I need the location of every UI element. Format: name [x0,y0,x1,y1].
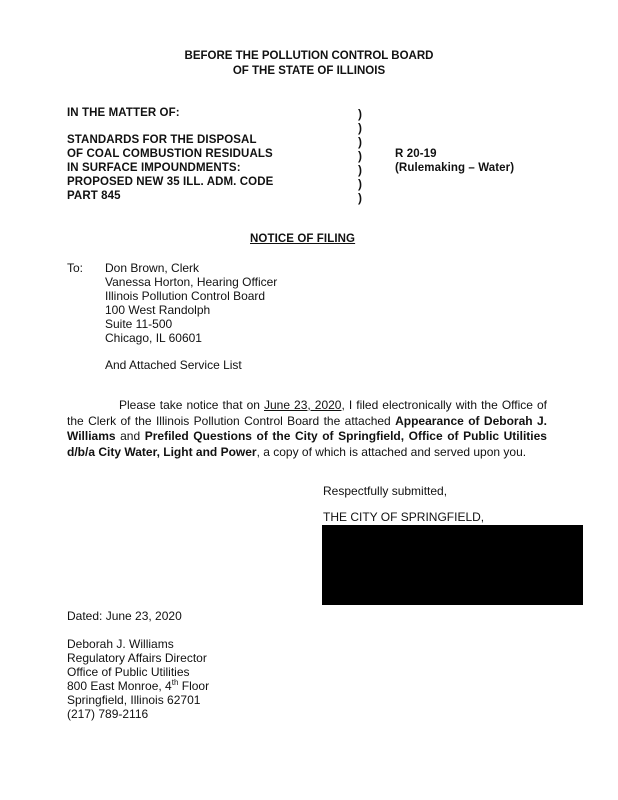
board-heading-line1: BEFORE THE POLLUTION CONTROL BOARD [184,50,434,62]
dated-line: Dated: June 23, 2020 [67,609,182,623]
signer-office: Office of Public Utilities [67,665,190,679]
body-text: , a copy of which is attached and served upon you. [256,444,527,459]
caption-line: OF COAL COMBUSTION RESIDUALS [67,148,273,160]
caption-line: STANDARDS FOR THE DISPOSAL [67,134,257,146]
to-line: Illinois Pollution Control Board [105,289,266,303]
to-label: To: [67,261,84,275]
signer-title: Regulatory Affairs Director [67,651,207,665]
to-line: Chicago, IL 60601 [105,331,202,345]
caption-paren: ) [358,149,362,163]
to-line: Vanessa Horton, Hearing Officer [105,275,278,289]
caption-matter: IN THE MATTER OF: [67,107,180,119]
to-line: Don Brown, Clerk [105,261,200,275]
signer-city: Springfield, Illinois 62701 [67,693,201,707]
body-text: Please take notice that on [119,398,264,412]
caption-paren: ) [358,121,362,135]
notice-body [67,398,547,460]
redacted-signature [322,525,583,605]
document-title-appearance: Appearance of Deborah J. Williams [67,413,547,443]
to-line: Suite 11-500 [105,317,173,331]
to-line: 100 West Randolph [105,303,211,317]
body-text: , I filed electronically with the Office of the Clerk of the Illinois Pollution Control Board the attached [67,398,547,428]
signer-phone: (217) 789-2116 [67,707,149,721]
caption-line: IN SURFACE IMPOUNDMENTS: [67,162,241,174]
signer-address: 800 East Monroe, 4th Floor [67,678,210,693]
filing-date: June 23, 2020 [263,398,342,412]
notice-title: NOTICE OF FILING [250,233,356,245]
caption-paren: ) [358,135,362,149]
caption-paren: ) [358,107,362,121]
caption-line: PROPOSED NEW 35 ILL. ADM. CODE [67,176,274,188]
document-title-questions: Prefiled Questions of the City of Springfield, Office of Public Utilities d/b/a City Water, Light and Power [67,429,547,459]
caption-paren: ) [358,163,362,177]
signing-entity: THE CITY OF SPRINGFIELD, [323,510,485,524]
caption-line: PART 845 [67,190,121,202]
body-text: and [115,429,145,443]
caption-paren: ) [358,191,362,205]
docket-number: R 20-19 [395,148,437,160]
caption-paren: ) [358,177,362,191]
service-list-note: And Attached Service List [105,358,242,372]
signer-name: Deborah J. Williams [67,637,174,651]
board-heading-line2: OF THE STATE OF ILLINOIS [232,65,386,77]
closing: Respectfully submitted, [323,484,448,498]
docket-type: (Rulemaking – Water) [395,162,515,174]
